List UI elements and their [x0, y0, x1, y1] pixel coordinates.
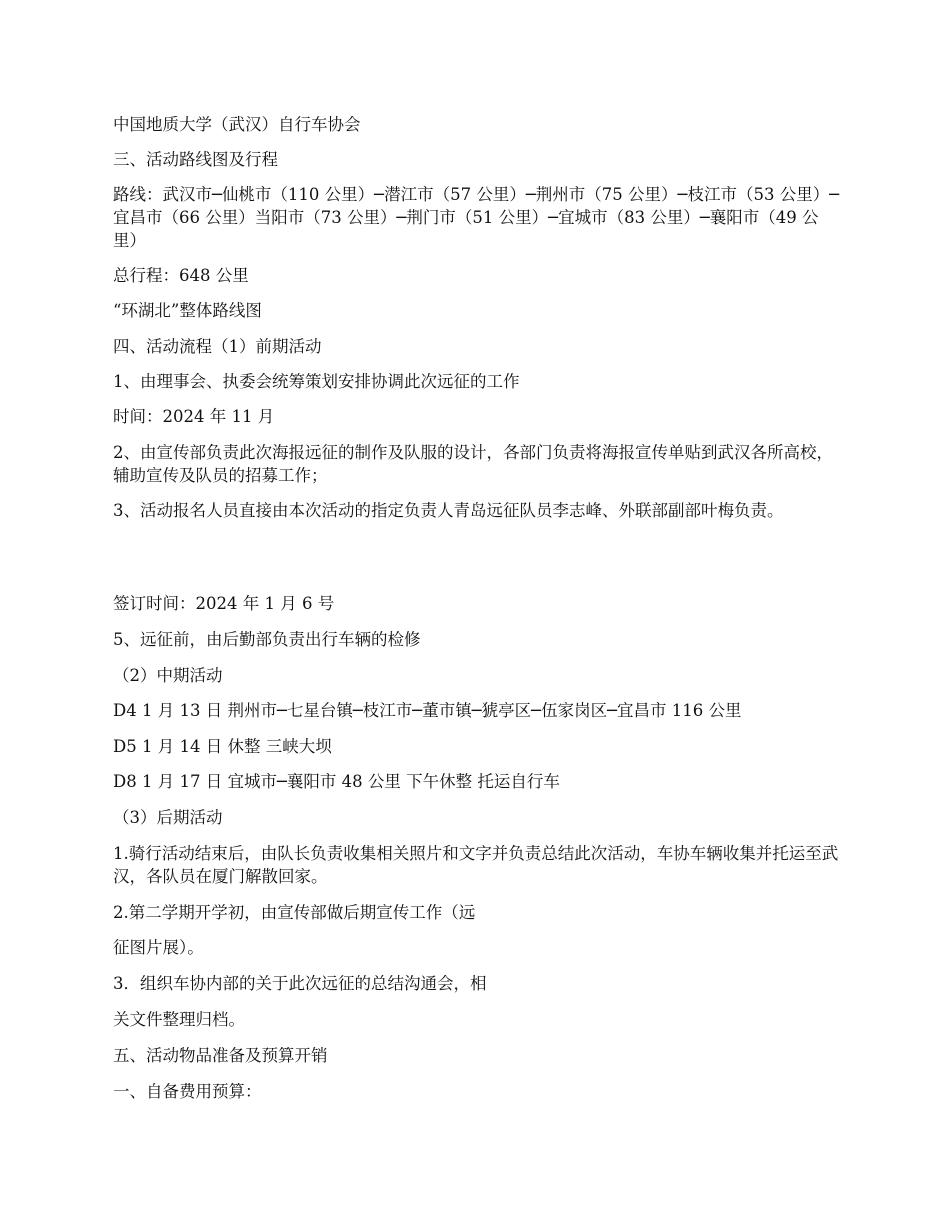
itinerary-d5: D5 1 月 14 日 休整 三峡大坝 [113, 737, 332, 756]
itinerary-d8: D8 1 月 17 日 宜城市─襄阳市 48 公里 下午休整 托运自行车 [113, 772, 560, 791]
section-heading-route: 三、活动路线图及行程 [113, 150, 278, 169]
signing-time: 签订时间：2024 年 1 月 6 号 [113, 594, 335, 613]
route-paragraph: 路线：武汉市─仙桃市（110 公里）─潜江市（57 公里）─荆州市（75 公里）─枝江市（53 公里）─宜昌市（66 公里）当阳市（73 公里）─荆门市（51 公里）─宜城市（83 公里）─襄阳市（49 公里） [113, 185, 840, 250]
section-heading-late: （3）后期活动 [113, 808, 223, 827]
late-item-2: 2.第二学期开学初，由宣传部做后期宣传工作（远 [113, 903, 476, 922]
process-item-1: 1、由理事会、执委会统筹策划安排协调此次远征的工作 [113, 372, 520, 391]
budget-subheading: 一、自备费用预算： [113, 1082, 262, 1101]
late-item-1: 1.骑行活动结束后，由队长负责收集相关照片和文字并负责总结此次活动，车协车辆收集并托运至武汉，各队员在厦门解散回家。 [113, 844, 839, 886]
process-time: 时间：2024 年 11 月 [113, 407, 275, 426]
process-item-2: 2、由宣传部负责此次海报远征的制作及队服的设计，各部门负责将海报宣传单贴到武汉各所高校，辅助宣传及队员的招募工作； [113, 443, 833, 485]
total-distance: 总行程：648 公里 [113, 266, 249, 285]
late-item-3-cont: 关文件整理归档。 [113, 1010, 245, 1029]
section-heading-mid: （2）中期活动 [113, 666, 223, 685]
section-heading-process: 四、活动流程（1）前期活动 [113, 337, 322, 356]
route-map-caption: “环湖北”整体路线图 [113, 301, 262, 320]
late-item-3: 3．组织车协内部的关于此次远征的总结沟通会，相 [113, 974, 487, 993]
process-item-3: 3、活动报名人员直接由本次活动的指定负责人青岛远征队员李志峰、外联部副部叶梅负责。 [113, 501, 784, 520]
late-item-2-cont: 征图片展）。 [113, 938, 204, 957]
org-heading: 中国地质大学（武汉）自行车协会 [113, 115, 361, 134]
section-heading-budget: 五、活动物品准备及预算开销 [113, 1046, 328, 1065]
process-item-5: 5、远征前，由后勤部负责出行车辆的检修 [113, 630, 421, 649]
itinerary-d4: D4 1 月 13 日 荆州市─七星台镇─枝江市─董市镇─猇亭区─伍家岗区─宜昌市 116 公里 [113, 701, 742, 720]
